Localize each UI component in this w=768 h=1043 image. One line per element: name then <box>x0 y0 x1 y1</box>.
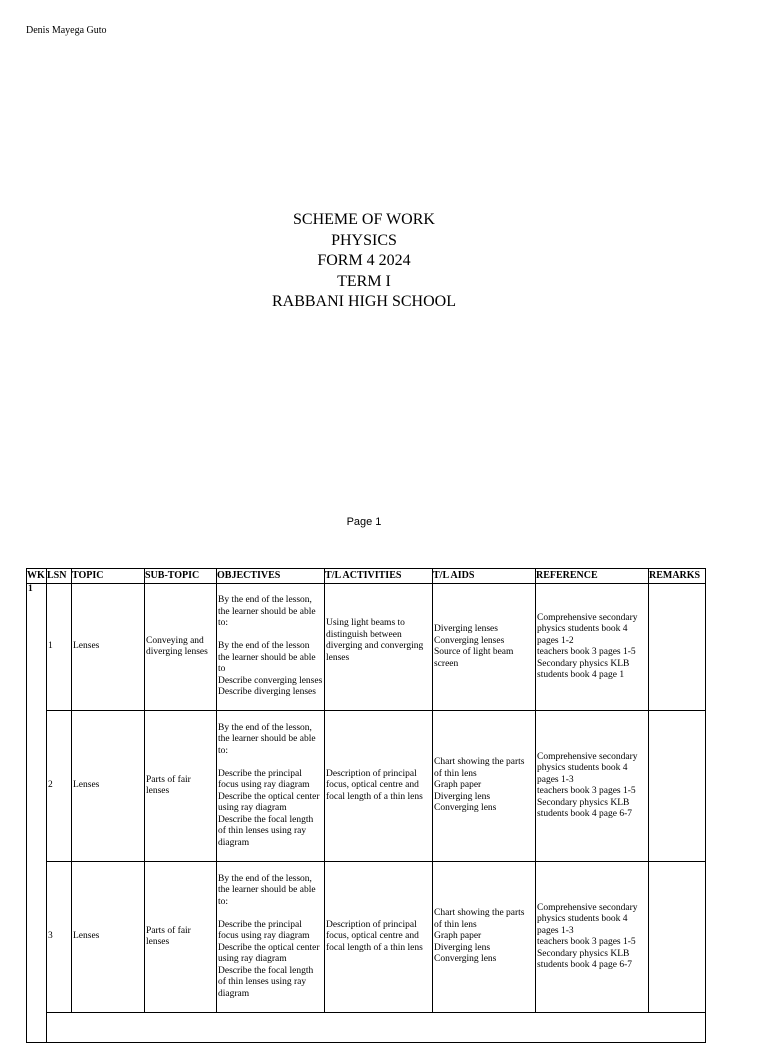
empty-cell <box>47 1013 706 1043</box>
aid-item: Converging lens <box>434 803 497 814</box>
reference-item: Comprehensive secondary physics students book 4 pages 1-2 <box>537 612 638 646</box>
table-row <box>27 584 706 711</box>
objective-item: Describe diverging lenses <box>218 687 316 698</box>
reference-item: Secondary physics KLB students book 4 page 1 <box>537 658 630 680</box>
aid-item: Graph paper <box>434 931 482 942</box>
objectives-intro: By the end of the lesson, the learner should be able to: <box>218 595 316 629</box>
objectives-cell <box>217 584 325 711</box>
table-row <box>27 711 706 862</box>
title-line: RABBANI HIGH SCHOOL <box>271 293 456 310</box>
reference-item: teachers book 3 pages 1-5 <box>537 937 636 947</box>
objectives-intro: By the end of the lesson, the learner should be able to: <box>218 722 316 756</box>
subtopic-cell: Parts of fair lenses <box>145 862 217 1013</box>
title-line: PHYSICS <box>331 231 397 249</box>
reference-cell <box>536 711 649 862</box>
aids-cell <box>433 862 536 1013</box>
aid-item: Source of light beam screen <box>434 647 514 669</box>
objective-item: Describe the principal focus using ray diagram <box>218 919 310 942</box>
activities-cell <box>325 862 433 1013</box>
table-row <box>27 862 706 1013</box>
topic-cell: Lenses <box>72 862 145 1013</box>
remarks-cell <box>649 711 706 862</box>
column-header: T/L AIDS <box>433 569 536 584</box>
page-number: Page 1 <box>346 516 382 528</box>
aids-cell <box>433 711 536 862</box>
activity-text: Using light beams to distinguish between diverging and converging lenses <box>326 618 424 663</box>
objectives-cell <box>217 711 325 862</box>
column-header: OBJECTIVES <box>217 569 325 584</box>
subtopic-cell: Parts of fair lenses <box>145 711 217 862</box>
remarks-cell <box>649 862 706 1013</box>
aid-item: Chart showing the parts of thin lens <box>434 908 525 930</box>
reference-item: Secondary physics KLB students book 4 page 6-7 <box>537 948 632 970</box>
column-header: T/L ACTIVITIES <box>325 569 433 584</box>
remarks-cell <box>649 584 706 711</box>
aid-item: Graph paper <box>434 780 482 791</box>
column-header: SUB-TOPIC <box>145 569 217 584</box>
aid-item: Diverging lens <box>434 942 491 953</box>
objective-item: By the end of the lesson the learner should be able to <box>218 641 316 675</box>
column-header: REFERENCE <box>536 569 649 584</box>
column-header: TOPIC <box>72 569 145 584</box>
title-line: SCHEME OF WORK <box>293 211 435 228</box>
reference-cell <box>536 584 649 711</box>
objective-item: Describe converging lenses <box>218 675 323 686</box>
reference-item: Secondary physics KLB students book 4 page 6-7 <box>537 797 632 819</box>
lesson-cell: 2 <box>47 711 72 862</box>
aid-item: Converging lens <box>434 954 497 965</box>
reference-item: Comprehensive secondary physics students book 4 pages 1-3 <box>537 902 638 936</box>
table-row <box>27 1013 706 1043</box>
aid-item: Diverging lens <box>434 791 491 802</box>
author-name: Denis Mayega Guto <box>26 25 107 36</box>
objective-item: Describe the optical center using ray diagram <box>218 791 320 814</box>
objective-item: Describe the focal length of thin lenses using ray diagram <box>218 965 314 999</box>
scheme-table <box>26 568 706 1043</box>
activities-cell <box>325 711 433 862</box>
aid-item: Converging lenses <box>434 635 505 646</box>
document-title <box>0 210 728 313</box>
reference-item: teachers book 3 pages 1-5 <box>537 647 636 657</box>
column-header: REMARKS <box>649 569 706 584</box>
week-cell: 1 <box>27 584 47 1043</box>
aids-cell <box>433 584 536 711</box>
activity-text: Description of principal focus, optical centre and focal length of a thin lens <box>326 919 423 953</box>
reference-cell <box>536 862 649 1013</box>
objectives-cell <box>217 862 325 1013</box>
objective-item: Describe the principal focus using ray diagram <box>218 768 310 791</box>
column-header: LSN <box>47 569 72 584</box>
column-header: WK <box>27 569 47 584</box>
title-line: TERM I <box>337 272 391 290</box>
lesson-cell: 3 <box>47 862 72 1013</box>
objectives-intro: By the end of the lesson, the learner should be able to: <box>218 873 316 907</box>
aid-item: Chart showing the parts of thin lens <box>434 757 525 779</box>
activity-text: Description of principal focus, optical centre and focal length of a thin lens <box>326 768 423 802</box>
reference-item: teachers book 3 pages 1-5 <box>537 786 636 796</box>
table-header-row <box>27 569 706 584</box>
aid-item: Diverging lenses <box>434 624 498 634</box>
subtopic-cell: Conveying and diverging lenses <box>145 584 217 711</box>
lesson-cell: 1 <box>47 584 72 711</box>
title-line: FORM 4 2024 <box>317 252 411 269</box>
objective-item: Describe the focal length of thin lenses using ray diagram <box>218 814 314 848</box>
objective-item: Describe the optical center using ray diagram <box>218 942 320 965</box>
topic-cell: Lenses <box>72 584 145 711</box>
activities-cell <box>325 584 433 711</box>
topic-cell: Lenses <box>72 711 145 862</box>
reference-item: Comprehensive secondary physics students book 4 pages 1-3 <box>537 751 638 785</box>
